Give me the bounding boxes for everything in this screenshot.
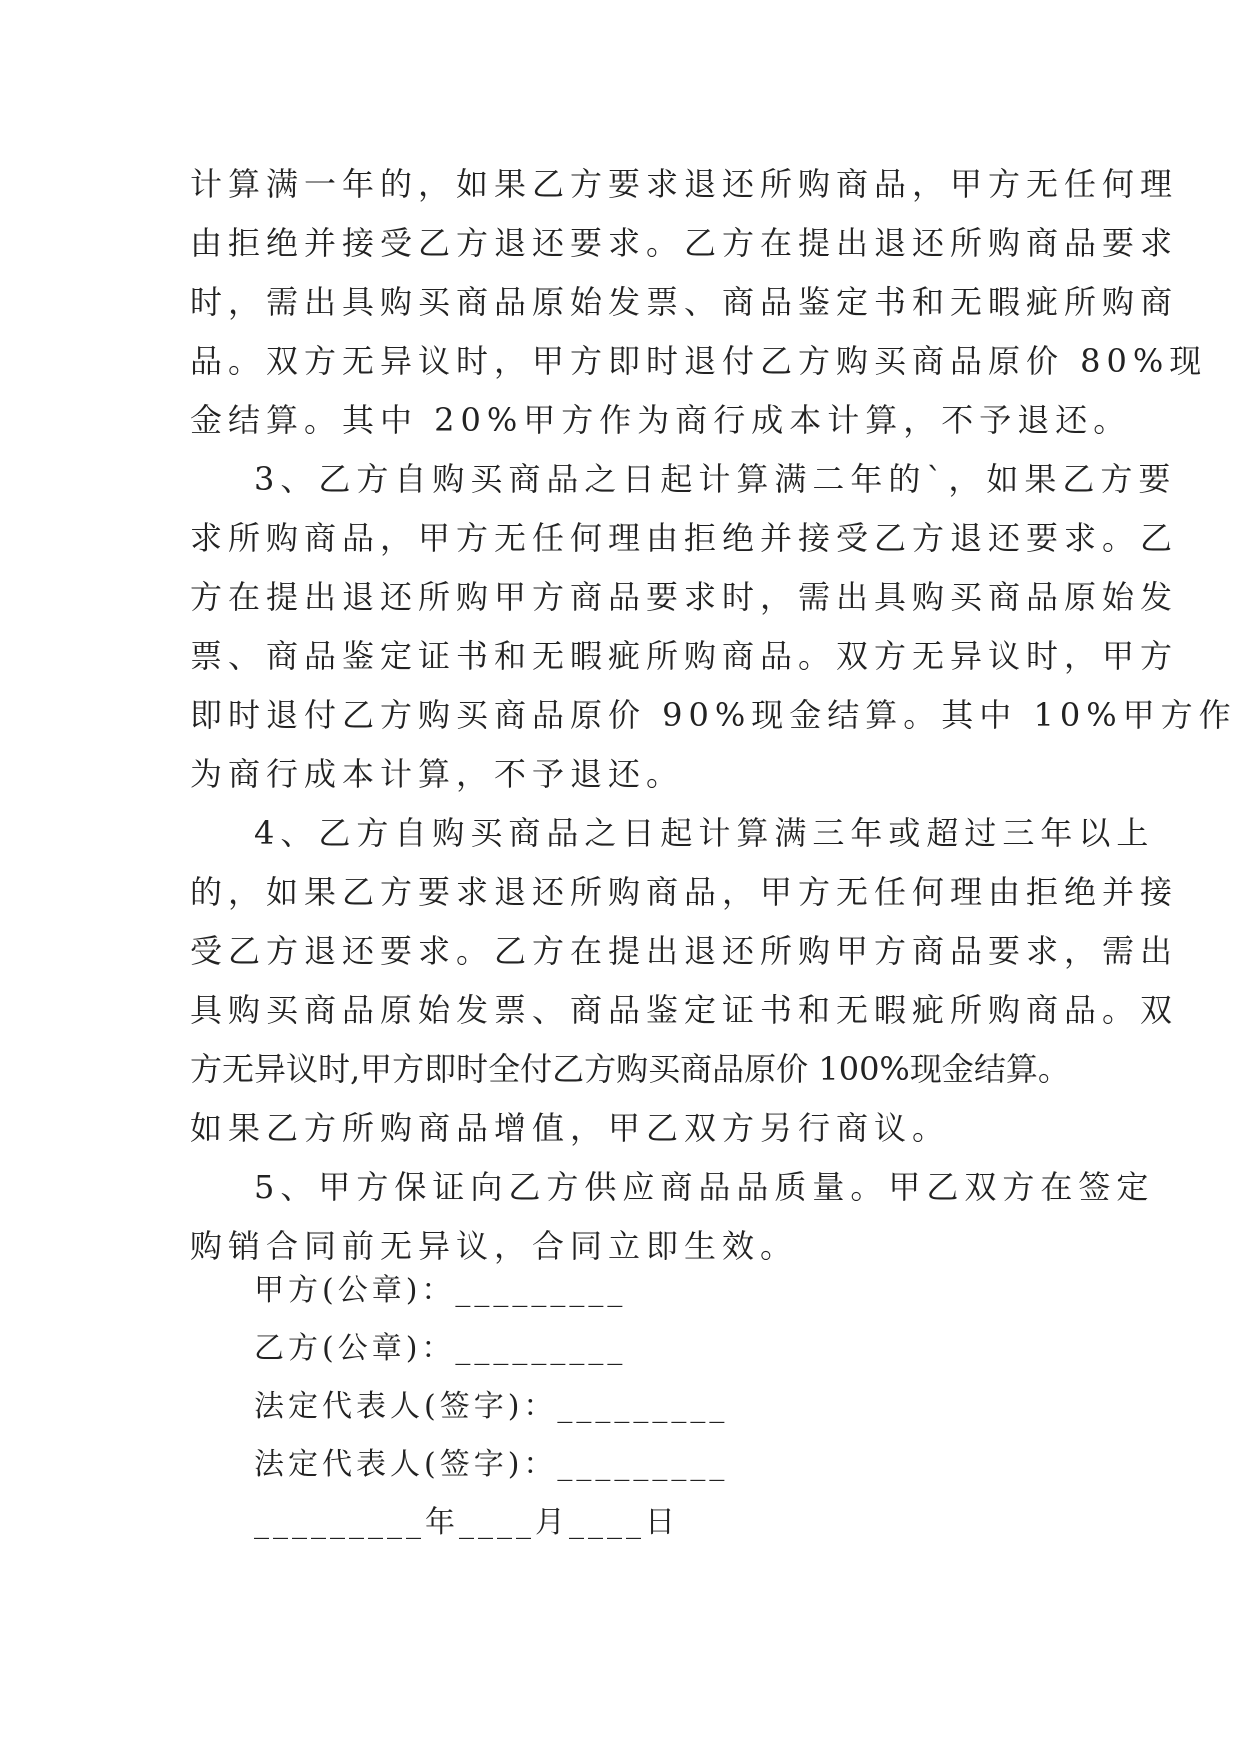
party-b-seal: 乙方(公章)：_________ — [254, 1331, 627, 1366]
contract-body — [190, 155, 1237, 1276]
clause-3-start: 3、乙方自购买商品之日起计算满二年的`，如果乙方要 — [254, 460, 1177, 498]
text-line: 金结算。其中 20%甲方作为商行成本计算，不予退还。 — [190, 401, 1132, 439]
text-line: 为商行成本计算，不予退还。 — [190, 755, 685, 793]
text-line: 求所购商品，甲方无任何理由拒绝并接受乙方退还要求。乙 — [190, 519, 1179, 557]
text-line: 即时退付乙方购买商品原价 90%现金结算。其中 10%甲方作 — [190, 696, 1237, 734]
text-line: 由拒绝并接受乙方退还要求。乙方在提出退还所购商品要求 — [190, 224, 1179, 262]
text-line: 方在提出退还所购甲方商品要求时，需出具购买商品原始发 — [190, 578, 1179, 616]
text-line: 计算满一年的，如果乙方要求退还所购商品，甲方无任何理 — [190, 165, 1179, 203]
text-line: 受乙方退还要求。乙方在提出退还所购甲方商品要求，需出 — [190, 932, 1179, 970]
signature-block — [254, 1262, 728, 1552]
legal-rep-signature-b: 法定代表人(签字)：_________ — [254, 1447, 729, 1482]
legal-rep-signature-a: 法定代表人(签字)：_________ — [254, 1389, 729, 1424]
date-line: _________年____月____日 — [254, 1505, 679, 1540]
text-line: 购销合同前无异议，合同立即生效。 — [190, 1227, 799, 1265]
text-line: 方无异议时,甲方即时全付乙方购买商品原价 100%现金结算。 — [190, 1050, 1070, 1088]
text-line: 品。双方无异议时，甲方即时退付乙方购买商品原价 80%现 — [190, 342, 1208, 380]
clause-5-start: 5、甲方保证向乙方供应商品品质量。甲乙双方在签定 — [254, 1168, 1155, 1206]
text-line: 时，需出具购买商品原始发票、商品鉴定书和无暇疵所购商 — [190, 283, 1179, 321]
clause-4-start: 4、乙方自购买商品之日起计算满三年或超过三年以上 — [254, 814, 1155, 852]
text-line: 具购买商品原始发票、商品鉴定证书和无暇疵所购商品。双 — [190, 991, 1179, 1029]
text-line: 票、商品鉴定证书和无暇疵所购商品。双方无异议时，甲方 — [190, 637, 1179, 675]
text-line: 如果乙方所购商品增值，甲乙双方另行商议。 — [190, 1109, 951, 1147]
text-line: 的，如果乙方要求退还所购商品，甲方无任何理由拒绝并接 — [190, 873, 1179, 911]
party-a-seal: 甲方(公章)：_________ — [254, 1273, 627, 1308]
